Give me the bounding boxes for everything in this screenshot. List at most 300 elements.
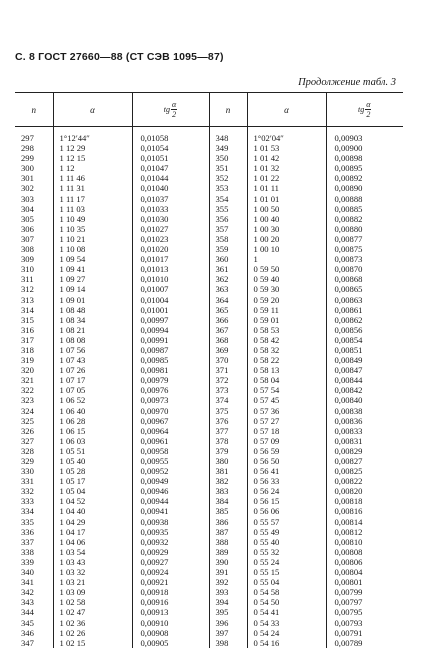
row-alpha-right: 0 54 41: [247, 607, 326, 617]
row-n: 304: [21, 203, 34, 214]
row-alpha: 1 05 40: [53, 456, 132, 466]
table-row: [15, 638, 403, 648]
row-tg-right: 0,00870: [326, 264, 403, 274]
row-alpha: 1 09 54: [53, 254, 132, 264]
row-alpha-right: 0 55 04: [247, 577, 326, 587]
row-n-right: 390: [209, 557, 247, 567]
row-n-right: 388: [209, 537, 247, 547]
row-alpha: 1 05 28: [53, 466, 132, 476]
row-n: 313: [21, 294, 34, 305]
row-alpha: 1 03 21: [53, 577, 132, 587]
row-alpha: 1 06 15: [53, 426, 132, 436]
row-n-right: 350: [209, 153, 247, 163]
row-tg-right: 0,00868: [326, 274, 403, 284]
row-tg: 0,00944: [132, 496, 209, 506]
row-tg: 0,00964: [132, 426, 209, 436]
row-tg: 0,00929: [132, 547, 209, 557]
row-alpha: 1 06 03: [53, 436, 132, 446]
table-continuation-label: Продолжение табл. 3: [298, 77, 396, 88]
row-alpha: 1 12: [53, 163, 132, 173]
row-tg-right: 0,00797: [326, 597, 403, 607]
row-alpha: 1 07 43: [53, 355, 132, 365]
tg-half-alpha-formula-2: tg $\frac{\alpha}{2}$: [358, 100, 371, 119]
table-row: [15, 264, 403, 274]
row-n: 318: [21, 344, 34, 355]
row-n-right: 354: [209, 194, 247, 204]
table-row: [15, 284, 403, 294]
row-alpha-right: 1 01 11: [247, 183, 326, 193]
row-alpha-right: 0 56 50: [247, 456, 326, 466]
row-n: 303: [21, 193, 34, 204]
row-n: 328: [21, 445, 34, 456]
col-n-header: n: [15, 93, 53, 127]
row-n-right: 355: [209, 204, 247, 214]
row-n: 329: [21, 456, 34, 466]
row-tg-right: 0,00822: [326, 476, 403, 486]
row-alpha-right: 0 57 36: [247, 406, 326, 416]
row-n: 337: [21, 536, 34, 547]
row-n-right: 365: [209, 305, 247, 315]
row-tg: 0,01020: [132, 244, 209, 254]
table-row: [15, 496, 403, 506]
row-tg: 0,01004: [132, 295, 209, 305]
row-alpha-right: 0 55 24: [247, 557, 326, 567]
row-tg: 0,00976: [132, 385, 209, 395]
row-n: 326: [21, 425, 34, 436]
row-tg: 0,00924: [132, 567, 209, 577]
row-alpha-right: 0 57 54: [247, 385, 326, 395]
row-n: 302: [21, 183, 34, 194]
row-alpha-right: 0 54 24: [247, 628, 326, 638]
row-tg-right: 0,00895: [326, 163, 403, 173]
row-n: 342: [21, 587, 34, 598]
row-alpha: 1 02 36: [53, 618, 132, 628]
row-alpha-right: 0 57 18: [247, 426, 326, 436]
row-n-right: 368: [209, 335, 247, 345]
row-tg-right: 0,00789: [326, 638, 403, 648]
row-tg-right: 0,00849: [326, 355, 403, 365]
row-n: 338: [21, 546, 34, 557]
row-alpha: 1 10 35: [53, 224, 132, 234]
row-n-right: 372: [209, 375, 247, 385]
row-alpha: 1 05 51: [53, 446, 132, 456]
row-alpha: 1 05 04: [53, 486, 132, 496]
row-n-right: 379: [209, 446, 247, 456]
row-tg: 0,00905: [132, 638, 209, 648]
row-tg: 0,00918: [132, 587, 209, 597]
row-n: 341: [21, 577, 34, 588]
row-n-right: 382: [209, 476, 247, 486]
row-n-right: 387: [209, 527, 247, 537]
row-n-right: 361: [209, 264, 247, 274]
row-tg-right: 0,00795: [326, 607, 403, 617]
row-n: 333: [21, 496, 34, 507]
row-alpha-right: 1 01 32: [247, 163, 326, 173]
row-tg-right: 0,00882: [326, 214, 403, 224]
row-alpha-right: 0 59 20: [247, 295, 326, 305]
table-row: [15, 375, 403, 385]
row-alpha-right: 0 59 30: [247, 284, 326, 294]
row-tg: 0,01023: [132, 234, 209, 244]
row-alpha: 1 04 17: [53, 527, 132, 537]
table-row: [15, 385, 403, 395]
row-tg-right: 0,00862: [326, 315, 403, 325]
row-alpha: 1 10 49: [53, 214, 132, 224]
row-tg: 0,01051: [132, 153, 209, 163]
row-tg-right: 0,00888: [326, 194, 403, 204]
row-tg-right: 0,00844: [326, 375, 403, 385]
row-alpha: 1 11 31: [53, 183, 132, 193]
row-alpha-right: 0 58 22: [247, 355, 326, 365]
row-n-right: 358: [209, 234, 247, 244]
row-alpha-right: 0 54 16: [247, 638, 326, 648]
row-n-right: 377: [209, 426, 247, 436]
row-alpha: 1 08 08: [53, 335, 132, 345]
row-n: 317: [21, 334, 34, 345]
table-row: [15, 345, 403, 355]
angle-table: [15, 92, 403, 648]
row-n: 323: [21, 395, 34, 406]
row-alpha: 1 04 40: [53, 506, 132, 516]
row-tg: 0,00941: [132, 506, 209, 516]
table-row: [15, 305, 403, 315]
row-alpha: 1 06 40: [53, 406, 132, 416]
row-n: 324: [21, 405, 34, 416]
row-n-right: 371: [209, 365, 247, 375]
table-row: [15, 224, 403, 234]
row-alpha: 1 06 52: [53, 395, 132, 405]
row-n: 299: [21, 153, 34, 164]
row-n-right: 391: [209, 567, 247, 577]
row-n: 311: [21, 274, 34, 285]
row-tg-right: 0,00810: [326, 537, 403, 547]
row-n: 327: [21, 435, 34, 446]
row-tg: 0,00987: [132, 345, 209, 355]
row-tg: 0,00935: [132, 527, 209, 537]
row-n-right: 363: [209, 284, 247, 294]
row-n: 309: [21, 254, 34, 265]
row-n-right: 370: [209, 355, 247, 365]
row-n-right: 386: [209, 517, 247, 527]
row-alpha-right: 0 54 33: [247, 618, 326, 628]
row-tg: 0,00938: [132, 517, 209, 527]
row-tg-right: 0,00801: [326, 577, 403, 587]
row-n-right: 373: [209, 385, 247, 395]
row-n: 347: [21, 637, 34, 648]
row-alpha: 1 02 15: [53, 638, 132, 648]
row-alpha: 1 03 09: [53, 587, 132, 597]
table-row: [15, 426, 403, 436]
row-n: 332: [21, 486, 34, 497]
row-n-right: 348: [209, 127, 247, 144]
row-n-right: 349: [209, 143, 247, 153]
table-row: [15, 618, 403, 628]
row-alpha-right: 1 00 10: [247, 244, 326, 254]
table-row: [15, 183, 403, 193]
row-n-right: 374: [209, 395, 247, 405]
row-n-right: 392: [209, 577, 247, 587]
row-tg-right: 0,00838: [326, 406, 403, 416]
col-tg-header: [132, 93, 209, 127]
row-tg-right: 0,00793: [326, 618, 403, 628]
row-n: 345: [21, 617, 34, 628]
row-tg-right: 0,00812: [326, 527, 403, 537]
row-tg: 0,00921: [132, 577, 209, 587]
table-row: [15, 173, 403, 183]
row-n: 343: [21, 597, 34, 608]
row-alpha-right: 0 58 42: [247, 335, 326, 345]
row-tg-right: 0,00861: [326, 305, 403, 315]
row-n-right: 353: [209, 183, 247, 193]
row-alpha: 1 07 56: [53, 345, 132, 355]
table-row: [15, 395, 403, 405]
row-tg: 0,00991: [132, 335, 209, 345]
table-row: [15, 567, 403, 577]
row-tg-right: 0,00856: [326, 325, 403, 335]
row-alpha: 1 08 21: [53, 325, 132, 335]
row-alpha-right: 1: [247, 254, 326, 264]
row-alpha-right: 0 59 40: [247, 274, 326, 284]
row-tg-right: 0,00840: [326, 395, 403, 405]
table-row: [15, 244, 403, 254]
row-tg: 0,01047: [132, 163, 209, 173]
row-n-right: 397: [209, 628, 247, 638]
row-n-right: 394: [209, 597, 247, 607]
row-alpha-right: 0 59 01: [247, 315, 326, 325]
row-tg: 0,00952: [132, 466, 209, 476]
row-n: 340: [21, 567, 34, 578]
row-n-right: 398: [209, 638, 247, 648]
table-body: [15, 127, 403, 648]
tg-half-alpha-formula: tg $\frac{\alpha}{2}$: [163, 100, 177, 119]
row-tg-right: 0,00898: [326, 153, 403, 163]
row-tg: 0,00913: [132, 607, 209, 617]
row-n-right: 380: [209, 456, 247, 466]
row-alpha: 1 11 46: [53, 173, 132, 183]
row-n-right: 351: [209, 163, 247, 173]
table-row: [15, 365, 403, 375]
row-alpha: 1 12 15: [53, 153, 132, 163]
table-row: [15, 254, 403, 264]
row-n-right: 352: [209, 173, 247, 183]
row-tg-right: 0,00892: [326, 173, 403, 183]
row-alpha-right: 0 56 24: [247, 486, 326, 496]
table-row: [15, 476, 403, 486]
table-row: [15, 587, 403, 597]
row-n: 331: [21, 476, 34, 487]
row-tg-right: 0,00827: [326, 456, 403, 466]
table-row: [15, 537, 403, 547]
row-alpha: 1°12′44″: [53, 127, 132, 144]
row-alpha-right: 1 01 53: [247, 143, 326, 153]
row-tg: 0,01027: [132, 224, 209, 234]
row-tg: 0,01058: [132, 127, 209, 144]
row-alpha: 1 02 47: [53, 607, 132, 617]
row-tg-right: 0,00842: [326, 385, 403, 395]
row-alpha: 1 11 17: [53, 194, 132, 204]
row-tg: 0,00908: [132, 628, 209, 638]
row-tg: 0,00927: [132, 557, 209, 567]
row-tg: 0,00955: [132, 456, 209, 466]
row-alpha-right: 0 55 32: [247, 547, 326, 557]
row-n-right: 367: [209, 325, 247, 335]
row-n-right: 375: [209, 406, 247, 416]
row-alpha-right: 1°02′04″: [247, 127, 326, 144]
row-tg-right: 0,00865: [326, 284, 403, 294]
row-alpha: 1 03 32: [53, 567, 132, 577]
row-tg: 0,01013: [132, 264, 209, 274]
table-row: [15, 446, 403, 456]
row-tg: 0,00932: [132, 537, 209, 547]
row-tg-right: 0,00814: [326, 517, 403, 527]
row-alpha-right: 0 56 15: [247, 496, 326, 506]
row-n: 330: [21, 466, 34, 477]
row-tg-right: 0,00818: [326, 496, 403, 506]
page-header: С. 8 ГОСТ 27660—88 (СТ СЭВ 1095—87): [15, 51, 224, 63]
row-alpha-right: 0 56 06: [247, 506, 326, 516]
row-tg-right: 0,00833: [326, 426, 403, 436]
row-tg-right: 0,00875: [326, 244, 403, 254]
row-n-right: 364: [209, 295, 247, 305]
row-tg-right: 0,00816: [326, 506, 403, 516]
row-alpha: 1 10 08: [53, 244, 132, 254]
row-n: 305: [21, 213, 34, 224]
row-n-right: 357: [209, 224, 247, 234]
row-n-right: 362: [209, 274, 247, 284]
row-alpha-right: 0 54 50: [247, 597, 326, 607]
row-n: 335: [21, 516, 34, 527]
row-tg-right: 0,00831: [326, 436, 403, 446]
row-tg: 0,00958: [132, 446, 209, 456]
row-n: 325: [21, 415, 34, 426]
table-row: [15, 335, 403, 345]
table-row: [15, 315, 403, 325]
row-tg-right: 0,00851: [326, 345, 403, 355]
row-alpha: 1 07 17: [53, 375, 132, 385]
row-n: 315: [21, 314, 34, 325]
row-tg: 0,00946: [132, 486, 209, 496]
row-n-right: 359: [209, 244, 247, 254]
table-row: [15, 527, 403, 537]
row-alpha: 1 04 06: [53, 537, 132, 547]
table-row: [15, 234, 403, 244]
row-n: 344: [21, 607, 34, 618]
row-alpha-right: 0 59 50: [247, 264, 326, 274]
row-tg: 0,00949: [132, 476, 209, 486]
row-n: 334: [21, 506, 34, 517]
row-alpha-right: 0 58 04: [247, 375, 326, 385]
row-n: 314: [21, 304, 34, 315]
table-row: [15, 295, 403, 305]
row-alpha-right: 1 00 20: [247, 234, 326, 244]
row-alpha-right: 0 56 41: [247, 466, 326, 476]
row-tg: 0,00970: [132, 406, 209, 416]
table-row: [15, 628, 403, 638]
row-tg: 0,00981: [132, 365, 209, 375]
row-alpha: 1 09 14: [53, 284, 132, 294]
table-row: [15, 325, 403, 335]
row-tg-right: 0,00804: [326, 567, 403, 577]
row-tg-right: 0,00825: [326, 466, 403, 476]
row-n: 316: [21, 324, 34, 335]
row-n: 322: [21, 385, 34, 396]
row-n-right: 395: [209, 607, 247, 617]
row-tg-right: 0,00854: [326, 335, 403, 345]
table-row: [15, 597, 403, 607]
row-tg-right: 0,00791: [326, 628, 403, 638]
row-n-right: 383: [209, 486, 247, 496]
table-row: [15, 456, 403, 466]
row-alpha-right: 0 59 11: [247, 305, 326, 315]
row-alpha: 1 07 05: [53, 385, 132, 395]
row-tg-right: 0,00863: [326, 295, 403, 305]
row-tg: 0,00910: [132, 618, 209, 628]
row-alpha: 1 03 54: [53, 547, 132, 557]
row-n: 307: [21, 233, 34, 244]
row-tg: 0,01001: [132, 305, 209, 315]
row-n: 312: [21, 284, 34, 295]
table-row: [15, 436, 403, 446]
row-tg: 0,00916: [132, 597, 209, 607]
row-alpha: 1 05 17: [53, 476, 132, 486]
table-row: [15, 274, 403, 284]
table-row: [15, 355, 403, 365]
row-alpha: 1 09 41: [53, 264, 132, 274]
row-tg: 0,01007: [132, 284, 209, 294]
row-tg-right: 0,00799: [326, 587, 403, 597]
row-tg: 0,01030: [132, 214, 209, 224]
row-alpha-right: 1 01 22: [247, 173, 326, 183]
col-alpha-header: α: [53, 93, 132, 127]
row-alpha: 1 08 48: [53, 305, 132, 315]
row-tg-right: 0,00847: [326, 365, 403, 375]
row-n: 298: [21, 143, 34, 154]
row-n-right: 385: [209, 506, 247, 516]
row-alpha: 1 11 03: [53, 204, 132, 214]
row-tg-right: 0,00890: [326, 183, 403, 193]
row-alpha: 1 09 27: [53, 274, 132, 284]
table-row: [15, 416, 403, 426]
row-n: 336: [21, 526, 34, 537]
row-alpha-right: 0 58 13: [247, 365, 326, 375]
table-row: [15, 194, 403, 204]
row-n: 321: [21, 375, 34, 386]
row-alpha-right: 1 00 30: [247, 224, 326, 234]
row-n: 297: [21, 133, 34, 143]
row-alpha: 1 09 01: [53, 295, 132, 305]
row-n-right: 366: [209, 315, 247, 325]
row-n: 346: [21, 627, 34, 638]
row-tg: 0,01033: [132, 204, 209, 214]
row-alpha: 1 07 26: [53, 365, 132, 375]
row-n-right: 381: [209, 466, 247, 476]
row-tg: 0,01037: [132, 194, 209, 204]
row-alpha: 1 02 26: [53, 628, 132, 638]
table-row: [15, 163, 403, 173]
row-alpha-right: 0 55 15: [247, 567, 326, 577]
table-row: [15, 577, 403, 587]
row-tg-right: 0,00820: [326, 486, 403, 496]
table-row: [15, 406, 403, 416]
row-tg-right: 0,00877: [326, 234, 403, 244]
row-n-right: 378: [209, 436, 247, 446]
row-tg: 0,01040: [132, 183, 209, 193]
row-alpha-right: 1 00 50: [247, 204, 326, 214]
col-n-header-2: n: [209, 93, 247, 127]
row-alpha-right: 0 55 40: [247, 537, 326, 547]
row-n: 308: [21, 244, 34, 255]
row-alpha-right: 0 58 53: [247, 325, 326, 335]
